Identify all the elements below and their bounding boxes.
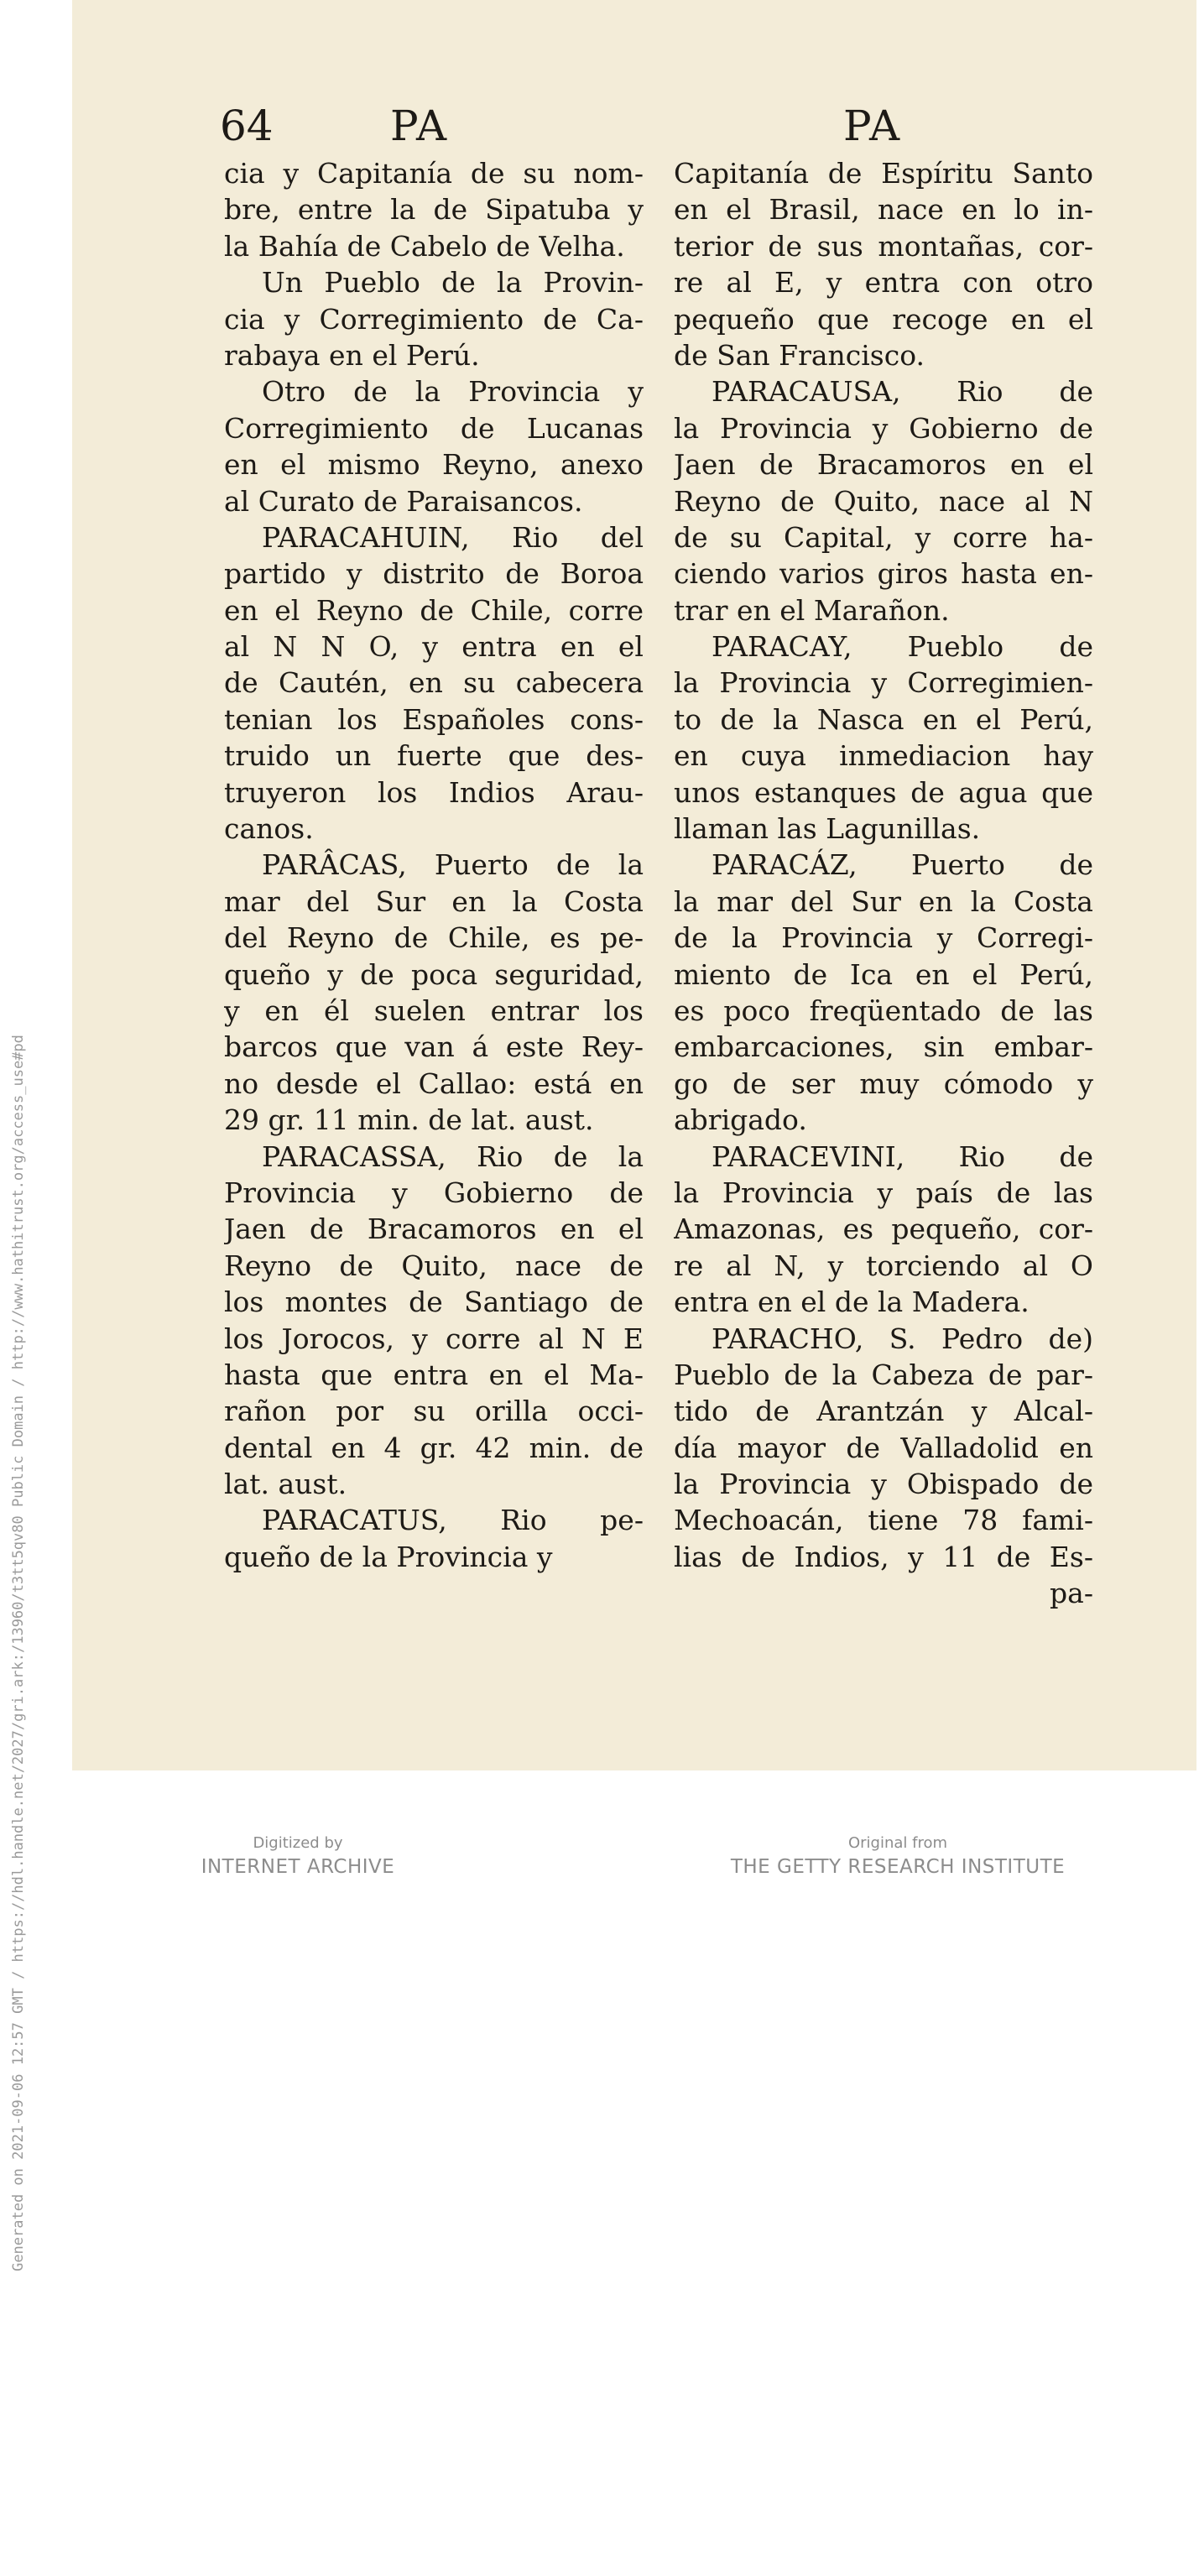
text-line: tido de Arantzán y Alcal- xyxy=(674,1395,1093,1428)
text-line: truyeron los Indios Arau- xyxy=(224,775,644,809)
text-line: lias de Indios, y 11 de Es- xyxy=(674,1540,1093,1573)
text-line: la mar del Sur en la Costa xyxy=(674,884,1093,918)
digitized-by-credit xyxy=(168,1833,428,1880)
text-line: al Curato de Paraisancos. xyxy=(224,484,583,518)
text-line: 29 gr. 11 min. de lat. aust. xyxy=(224,1103,594,1137)
text-line: PARACAHUIN, Rio del xyxy=(262,520,644,554)
text-line: hasta que entra en el Ma- xyxy=(224,1358,644,1391)
text-line: llaman las Lagunillas. xyxy=(674,812,981,846)
text-line: de San Francisco. xyxy=(674,338,925,372)
text-line: de su Capital, y corre ha- xyxy=(674,520,1093,554)
text-line: Capitanía de Espíritu Santo xyxy=(674,157,1093,190)
text-line: pequeño que recoge en el xyxy=(674,302,1093,336)
text-line: dental en 4 gr. 42 min. de xyxy=(224,1431,644,1464)
page-number: 64 xyxy=(220,102,274,150)
text-line: en el Brasil, nace en lo in- xyxy=(674,193,1093,227)
original-from-label: Original from xyxy=(847,1834,948,1852)
text-line: los Jorocos, y corre al N E xyxy=(224,1322,644,1355)
text-line: queño y de poca seguridad, xyxy=(224,957,644,991)
text-line: Reyno de Quito, nace de xyxy=(224,1249,644,1282)
text-line: partido y distrito de Boroa xyxy=(224,557,644,591)
text-line: re al N, y torciendo al O xyxy=(674,1249,1093,1282)
text-line: Mechoacán, tiene 78 fami- xyxy=(674,1504,1093,1537)
text-line: Pueblo de la Cabeza de par- xyxy=(674,1358,1093,1391)
text-line: mar del Sur en la Costa xyxy=(224,884,644,918)
text-line: y en él suelen entrar los xyxy=(224,993,644,1027)
text-line: terior de sus montañas, cor- xyxy=(674,229,1093,263)
text-line: Provincia y Gobierno de xyxy=(224,1176,644,1209)
text-line: día mayor de Valladolid en xyxy=(674,1431,1093,1464)
running-head-right: PA xyxy=(843,102,902,150)
text-line: abrigado. xyxy=(674,1103,807,1137)
text-line: re al E, y entra con otro xyxy=(674,266,1093,300)
text-line: Jaen de Bracamoros en el xyxy=(224,1212,644,1246)
text-line: PARACEVINI, Rio de xyxy=(712,1139,1093,1173)
text-line: trar en el Marañon. xyxy=(674,593,950,627)
text-line: lat. aust. xyxy=(224,1468,347,1501)
text-line: es poco freqüentado de las xyxy=(674,993,1093,1027)
text-line: en cuya inmediacion hay xyxy=(674,739,1093,773)
getty-research-institute-label: THE GETTY RESEARCH INSTITUTE xyxy=(730,1856,1066,1878)
text-line: PARÂCAS, Puerto de la xyxy=(262,848,644,882)
text-line: rabaya en el Perú. xyxy=(224,338,480,372)
side-stamp: Generated on 2021-09-06 12:57 GMT / https://hdl.handle.net/2027/gri.ark:/13960/t3tt5qv80 Public Domain / http://www.hathitrust.org/access_use#pd xyxy=(10,1035,27,2271)
text-line: canos. xyxy=(224,812,314,846)
text-line: pa- xyxy=(1050,1577,1093,1610)
text-line: la Bahía de Cabelo de Velha. xyxy=(224,229,625,263)
text-line: ciendo varios giros hasta en- xyxy=(674,557,1093,591)
text-line: go de ser muy cómodo y xyxy=(674,1066,1093,1100)
text-line: tenian los Españoles cons- xyxy=(224,702,644,736)
text-line: PARACASSA, Rio de la xyxy=(262,1139,644,1173)
text-line: la Provincia y Corregimien- xyxy=(674,666,1093,700)
text-line: truido un fuerte que des- xyxy=(224,739,644,773)
running-head-left: PA xyxy=(390,102,449,150)
text-line: los montes de Santiago de xyxy=(224,1285,644,1319)
text-line: en el mismo Reyno, anexo xyxy=(224,448,644,482)
text-line: Un Pueblo de la Provin- xyxy=(262,266,644,300)
text-line: Reyno de Quito, nace al N xyxy=(674,484,1093,518)
text-column-right xyxy=(674,155,1093,1612)
text-line: miento de Ica en el Perú, xyxy=(674,957,1093,991)
text-line: PARACAY, Pueblo de xyxy=(712,630,1093,664)
text-line: de la Provincia y Corregi- xyxy=(674,921,1093,955)
text-line: de Cautén, en su cabecera xyxy=(224,666,644,700)
text-line: Jaen de Bracamoros en el xyxy=(674,448,1093,482)
text-line: embarcaciones, sin embar- xyxy=(674,1030,1093,1064)
text-line: cia y Corregimiento de Ca- xyxy=(224,302,644,336)
text-line: to de la Nasca en el Perú, xyxy=(674,702,1093,736)
text-line: PARACHO, S. Pedro de) xyxy=(712,1322,1093,1355)
text-line: del Reyno de Chile, es pe- xyxy=(224,921,644,955)
text-line: queño de la Provincia y xyxy=(224,1540,553,1573)
text-line: la Provincia y Gobierno de xyxy=(674,411,1093,445)
text-line: la Provincia y Obispado de xyxy=(674,1468,1093,1501)
text-line: barcos que van á este Rey- xyxy=(224,1030,644,1064)
text-line: Otro de la Provincia y xyxy=(262,375,644,409)
text-line: rañon por su orilla occi- xyxy=(224,1395,644,1428)
text-line: en el Reyno de Chile, corre xyxy=(224,593,644,627)
text-line: Amazonas, es pequeño, cor- xyxy=(674,1212,1093,1246)
digitized-by-label: Digitized by xyxy=(253,1834,343,1852)
text-line: bre, entre la de Sipatuba y xyxy=(224,193,644,227)
text-column-left xyxy=(224,155,644,1575)
text-line: Corregimiento de Lucanas xyxy=(224,411,644,445)
text-line: unos estanques de agua que xyxy=(674,775,1093,809)
text-line: al N N O, y entra en el xyxy=(224,630,644,664)
internet-archive-label: INTERNET ARCHIVE xyxy=(201,1856,395,1878)
text-line: PARACAUSA, Rio de xyxy=(712,375,1093,409)
original-from-credit xyxy=(713,1833,1082,1880)
left-margin xyxy=(0,0,72,2271)
text-line: entra en el de la Madera. xyxy=(674,1285,1030,1319)
text-line: no desde el Callao: está en xyxy=(224,1066,644,1100)
text-line: PARACÁZ, Puerto de xyxy=(712,848,1093,882)
text-line: la Provincia y país de las xyxy=(674,1176,1093,1209)
text-line: cia y Capitanía de su nom- xyxy=(224,157,644,190)
text-line: PARACATUS, Rio pe- xyxy=(262,1504,644,1537)
